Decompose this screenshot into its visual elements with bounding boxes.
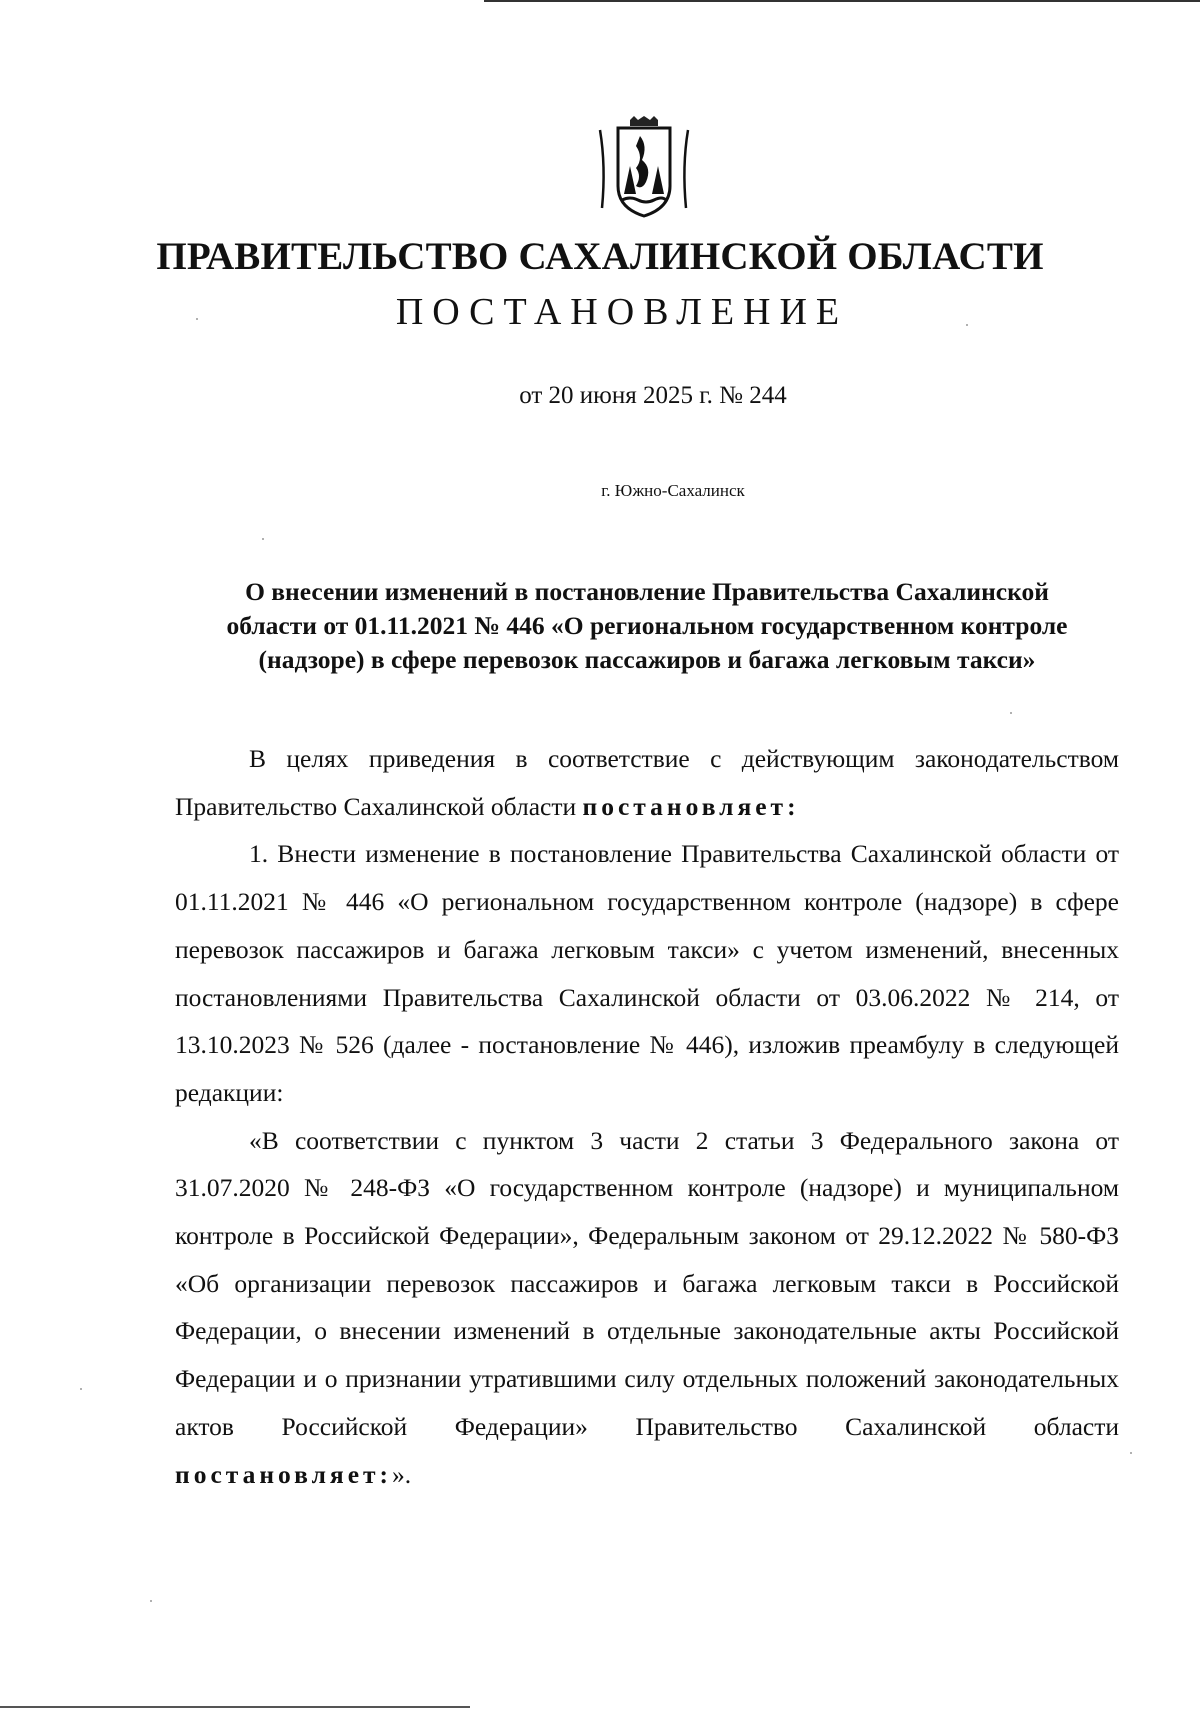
subject-line: области от 01.11.2021 № 446 «О региональном государственном контроле (226, 611, 1068, 640)
document-body (175, 735, 1119, 1498)
body-paragraph (175, 1117, 1119, 1499)
document-city: г. Южно-Сахалинск (601, 481, 745, 500)
scan-speck (1130, 1452, 1132, 1454)
scan-edge-bottom (0, 1706, 470, 1708)
scan-edge-top (484, 0, 1200, 2)
document-subject (172, 575, 1122, 677)
subject-line: О внесении изменений в постановление Правительства Сахалинской (245, 577, 1049, 606)
body-paragraph (175, 830, 1119, 1116)
coat-of-arms-icon (596, 116, 692, 220)
scan-speck (966, 324, 968, 326)
resolves-keyword: постановляет: (175, 1459, 393, 1489)
scan-speck (1010, 712, 1012, 714)
document-date-number: от 20 июня 2025 г. № 244 (519, 382, 787, 409)
scan-speck (80, 1388, 82, 1390)
scan-speck (196, 318, 198, 320)
government-name: ПРАВИТЕЛЬСТВО САХАЛИНСКОЙ ОБЛАСТИ (156, 235, 1044, 278)
body-paragraph (175, 735, 1119, 830)
paragraph-text: В целях приведения в соответствие с действующим законодательством Правительство Сахалинской области (175, 744, 1119, 821)
paragraph-text: ». (392, 1459, 412, 1489)
paragraph-text: «В соответствии с пунктом 3 части 2 статьи 3 Федерального закона от 31.07.2020 № 248-ФЗ «О государственном контроле (надзоре) и муниципальном контроле в Российской Федерации», Федеральным законом от 29.12.2022 № 580-ФЗ «Об организации перевозок пассажиров и багажа легковым такси в Российской Федерации, о внесении изменений в отдельные законодательные акты Российской Федерации и о признании утратившими силу отдельных положений законодательных актов Российской Федерации» Правительство Сахалинской области (175, 1125, 1119, 1441)
scan-speck (150, 1600, 152, 1602)
paragraph-text: 1. Внести изменение в постановление Правительства Сахалинской области от 01.11.2021 № 446 «О региональном государственном контроле (надзоре) в сфере перевозок пассажиров и багажа легковым такси» с учетом изменений, внесенных постановлениями Правительства Сахалинской области от 03.06.2022 № 214, от 13.10.2023 № 526 (далее - постановление № 446), изложив преамбулу в следующей редакции: (175, 839, 1119, 1107)
resolves-keyword: постановляет: (582, 791, 800, 821)
scan-speck (262, 538, 264, 540)
subject-line: (надзоре) в сфере перевозок пассажиров и багажа легковым такси» (258, 645, 1036, 674)
document-type: ПОСТАНОВЛЕНИЕ (395, 291, 849, 333)
